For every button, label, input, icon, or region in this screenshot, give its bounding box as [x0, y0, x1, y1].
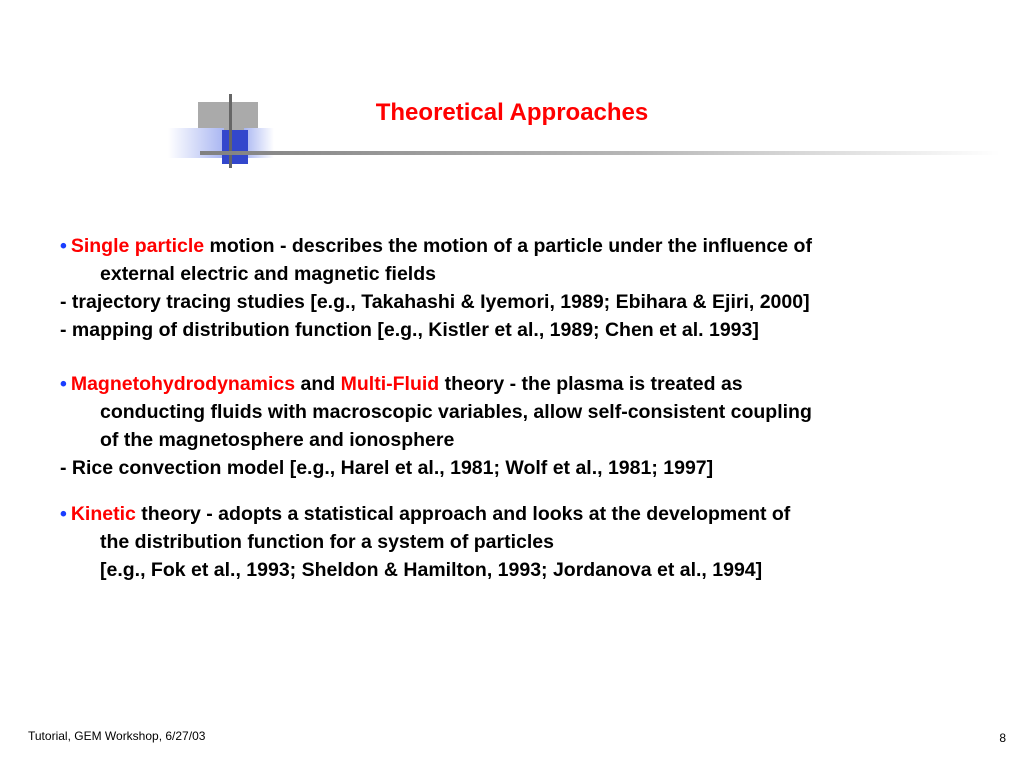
- mhd-and: and: [295, 373, 341, 395]
- single-particle-label: Single particle: [70, 235, 205, 257]
- decor-horizontal-line: [200, 151, 1000, 155]
- rice-convection-line: - Rice convection model [e.g., Harel et al., 1981; Wolf et al., 1981; 1997]: [60, 457, 714, 479]
- slide-content: [60, 232, 960, 584]
- single-particle-line-1: [60, 232, 960, 260]
- decor-blue-square: [222, 130, 248, 164]
- trajectory-tracing-line: - trajectory tracing studies [e.g., Takahashi & Iyemori, 1989; Ebihara & Ejiri, 2000]: [60, 291, 810, 313]
- single-particle-text: motion - describes the motion of a particle under the influence of: [204, 235, 812, 257]
- decor-vertical-line: [229, 94, 232, 168]
- kinetic-line-1: [60, 500, 960, 528]
- spacer: [60, 344, 960, 370]
- kinetic-line-3: [e.g., Fok et al., 1993; Sheldon & Hamilton, 1993; Jordanova et al., 1994]: [100, 559, 763, 581]
- page-number: 8: [999, 731, 1006, 745]
- kinetic-text: theory - adopts a statistical approach and looks at the development of: [135, 503, 791, 525]
- mapping-line: - mapping of distribution function [e.g., Kistler et al., 1989; Chen et al. 1993]: [60, 319, 759, 341]
- mhd-text: theory - the plasma is treated as: [439, 373, 743, 395]
- header-decoration: [0, 0, 1024, 180]
- kinetic-label: Kinetic: [70, 503, 136, 525]
- bullet-icon: •: [60, 373, 67, 395]
- footer-text: Tutorial, GEM Workshop, 6/27/03: [28, 729, 206, 743]
- spacer: [60, 482, 960, 500]
- multi-fluid-label: Multi-Fluid: [340, 373, 440, 395]
- kinetic-line-2: the distribution function for a system of particles: [100, 531, 554, 553]
- mhd-label: Magnetohydrodynamics: [70, 373, 296, 395]
- bullet-icon: •: [60, 235, 67, 257]
- slide-title: Theoretical Approaches: [375, 99, 649, 126]
- mhd-line-1: [60, 370, 960, 398]
- single-particle-line-2: external electric and magnetic fields: [100, 263, 436, 285]
- mhd-line-2: conducting fluids with macroscopic variables, allow self-consistent coupling: [100, 401, 812, 423]
- bullet-icon: •: [60, 503, 67, 525]
- mhd-line-3: of the magnetosphere and ionosphere: [100, 429, 455, 451]
